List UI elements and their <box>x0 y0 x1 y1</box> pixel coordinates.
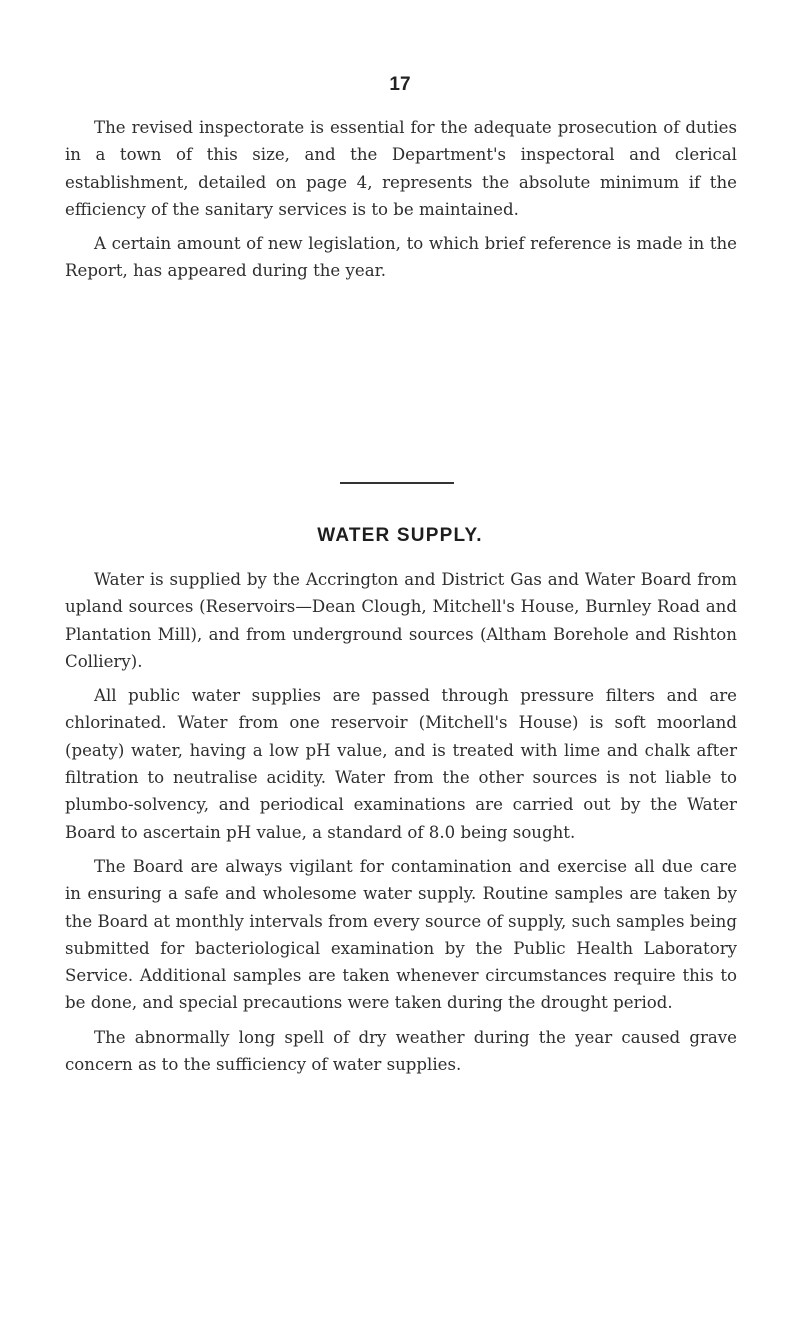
body-paragraph: The Board are always vigilant for contamination and exercise all due care in ensuring a safe and wholesome water supply. Routine samples are taken by the Board at monthly intervals from every source of supply, such samples being submitted for bacteriological examination by the Public Health Laboratory Service. Additional samples are taken whenever circumstances require this to be done, and special precautions were taken during the drought period. <box>65 856 737 1013</box>
page-number: 17 <box>389 74 411 95</box>
body-paragraph: Water is supplied by the Accrington and District Gas and Water Board from upland sources (Reservoirs—Dean Clough, Mitchell's House, Burnley Road and Plantation Mill), and from underground sources (Altham Borehole and Rishton Colliery). <box>65 570 737 671</box>
intro-section <box>65 114 737 285</box>
section-divider <box>340 482 454 484</box>
intro-paragraph: The revised inspectorate is essential for the adequate prosecution of duties in a town of this size, and the Department's inspectoral and clerical establishment, detailed on page 4, represents the absolute minimum if the efficiency of the sanitary services is to be maintained. <box>65 118 737 219</box>
section-heading: WATER SUPPLY. <box>317 525 483 546</box>
water-supply-section <box>65 566 737 1078</box>
body-paragraph: The abnormally long spell of dry weather during the year caused grave concern as to the sufficiency of water supplies. <box>65 1027 737 1075</box>
intro-paragraph: A certain amount of new legislation, to which brief reference is made in the Report, has appeared during the year. <box>65 234 737 281</box>
body-paragraph: All public water supplies are passed through pressure filters and are chlorinated. Water from one reservoir (Mitchell's House) is soft moorland (peaty) water, having a low pH value, and is treated with lime and chalk after filtration to neutralise acidity. Water from the other sources is not liable to plumbo-solvency, and periodical examinations are carried out by the Water Board to ascertain pH value, a standard of 8.0 being sought. <box>65 686 737 842</box>
